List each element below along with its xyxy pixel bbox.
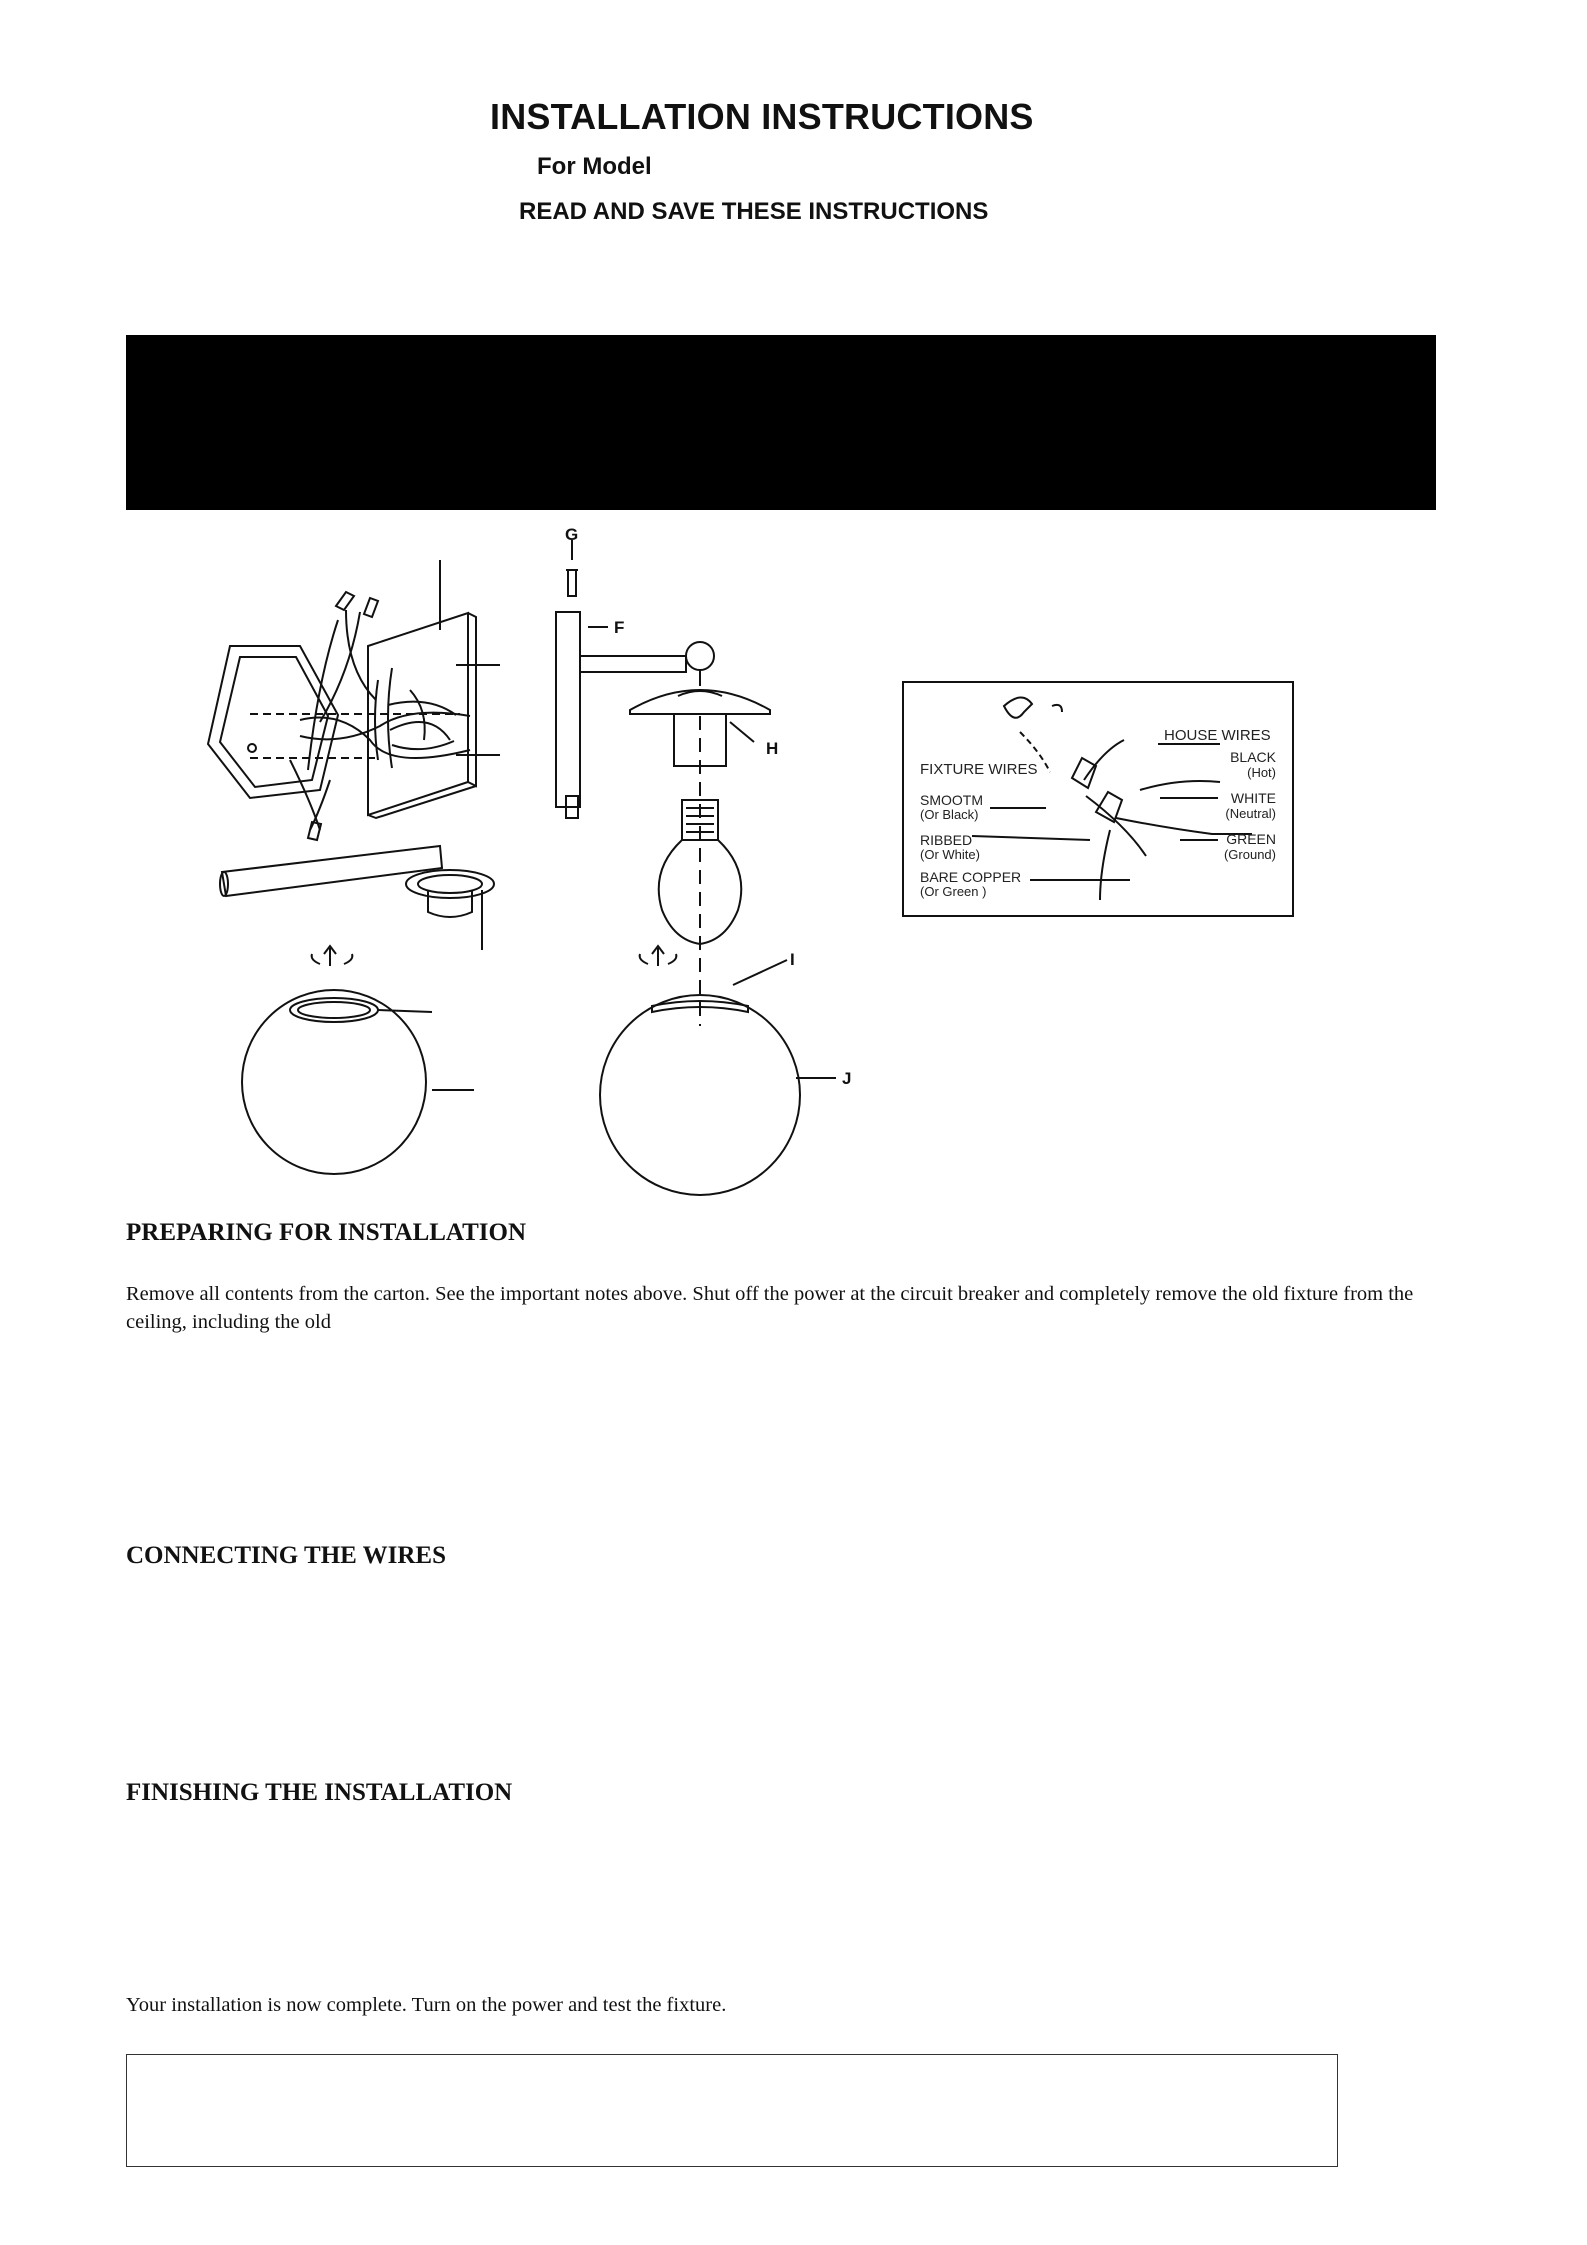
model-label: For Model [537, 153, 652, 180]
house-wire-black-alt: (Hot) [1247, 765, 1276, 780]
house-wire-black: BLACK [1230, 749, 1276, 765]
fixture-wires-title: FIXTURE WIRES [920, 761, 1038, 778]
part-label-j: J [842, 1069, 852, 1088]
house-wire-green-alt: (Ground) [1223, 847, 1276, 862]
fixture-wire-ribbed: RIBBED [920, 832, 973, 848]
arm-tube-drawing [220, 846, 494, 950]
completion-paragraph: Your installation is now complete. Turn on the power and test the fixture. [126, 1994, 727, 2016]
part-label-h: H [766, 739, 779, 758]
preparing-paragraph: Remove all contents from the carton. See the important notes above. Shut off the power at the circuit breaker and completely remove the old fixture from the ceiling, including the old [126, 1283, 1414, 1333]
part-label-g: G [565, 525, 579, 544]
house-wire-green: GREEN [1226, 831, 1276, 847]
redacted-warning-band [126, 335, 1436, 510]
part-label-f: F [614, 618, 625, 637]
wall-sconce-drawing [556, 540, 836, 1195]
fixture-wires-drawing [250, 592, 470, 840]
fixture-wire-copper-alt: (Or Green ) [920, 884, 987, 899]
read-save-notice: READ AND SAVE THESE INSTRUCTIONS [519, 198, 989, 225]
junction-box-drawing [208, 646, 338, 798]
house-wire-white-alt: (Neutral) [1225, 806, 1276, 821]
page-title: INSTALLATION INSTRUCTIONS [490, 96, 1034, 137]
section-heading-preparing: PREPARING FOR INSTALLATION [126, 1219, 527, 1246]
house-wires-title: HOUSE WIRES [1164, 727, 1271, 744]
note-box [126, 2054, 1338, 2167]
fixture-wire-smooth-alt: (Or Black) [920, 807, 979, 822]
mounting-plate-drawing [368, 560, 500, 818]
house-wire-white: WHITE [1230, 790, 1276, 806]
fixture-wire-copper: BARE COPPER [920, 869, 1022, 885]
left-globe-drawing [242, 946, 474, 1174]
exploded-parts-diagram [0, 510, 1587, 1210]
fixture-wire-smooth: SMOOTM [920, 792, 983, 808]
fixture-wire-ribbed-alt: (Or White) [920, 847, 980, 862]
section-heading-finishing: FINISHING THE INSTALLATION [126, 1779, 513, 1806]
part-label-i: I [790, 950, 795, 969]
section-heading-connecting: CONNECTING THE WIRES [126, 1542, 446, 1569]
